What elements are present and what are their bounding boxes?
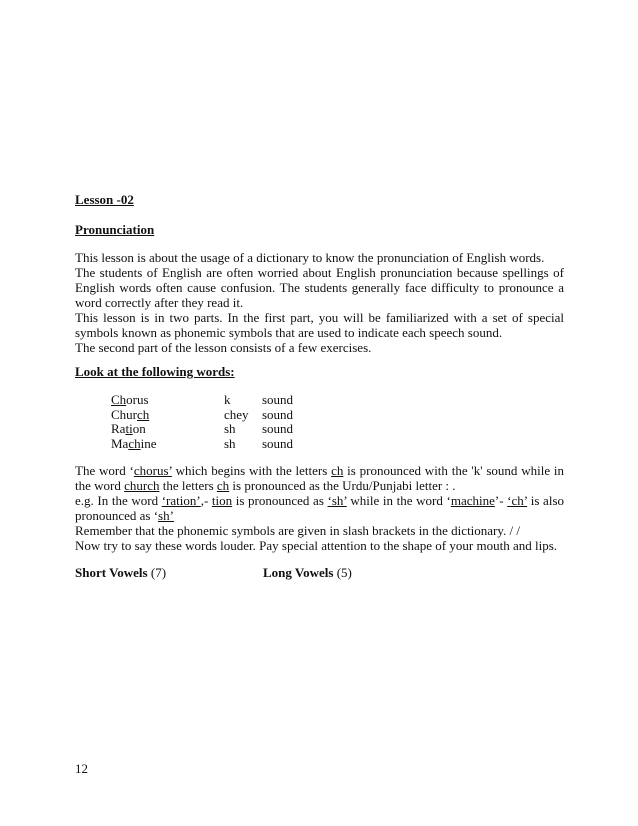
page-number: 12 — [75, 761, 88, 776]
explanation-line: Remember that the phonemic symbols are given in slash brackets in the dictionary. / / — [75, 523, 521, 538]
word-sound: sound — [262, 392, 294, 407]
short-vowels-heading: Short Vowels (7) — [75, 565, 167, 580]
intro-paragraph — [75, 250, 564, 355]
word-row — [111, 392, 371, 407]
word-symbol: sh — [224, 436, 236, 452]
word: Church — [111, 406, 150, 422]
vowels-row — [75, 565, 564, 580]
word-row — [111, 407, 371, 422]
explanation-line: The word ‘chorus’ which begins with the letters ch is pronounced with the 'k' sound while in the word church the letters ch is pronounced as the Urdu/Punjabi letter : . — [75, 463, 564, 493]
word: Chorus — [111, 392, 149, 407]
section-title: Pronunciation — [75, 222, 155, 237]
word-row — [111, 421, 371, 436]
word-table — [111, 392, 371, 451]
word: Machine — [111, 436, 157, 452]
explanation-line: Now try to say these words louder. Pay special attention to the shape of your mouth and lips. — [75, 538, 557, 553]
word-sound: sound — [262, 436, 294, 452]
long-vowels-heading: Long Vowels (5) — [263, 565, 352, 580]
word-symbol: chey — [224, 406, 249, 422]
word-symbol: sh — [224, 421, 236, 437]
intro-line: The students of English are often worried about English pronunciation because spellings of English words often cause confusion. The students generally face difficulty to pronounce a word correctly after they read it. — [75, 265, 564, 310]
word: Ration — [111, 421, 146, 437]
intro-line: The second part of the lesson consists of a few exercises. — [75, 340, 372, 355]
word-sound: sound — [262, 406, 294, 422]
intro-line: This lesson is about the usage of a dictionary to know the pronunciation of English words. — [75, 250, 545, 265]
intro-line: This lesson is in two parts. In the first part, you will be familiarized with a set of special symbols known as phonemic symbols that are used to indicate each speech sound. — [75, 310, 564, 340]
word-symbol: k — [224, 392, 231, 407]
word-row — [111, 436, 371, 451]
look-heading: Look at the following words: — [75, 364, 235, 379]
explanation-line: e.g. In the word ‘ration’,- tion is pronounced as ‘sh’ while in the word ‘machine’- ‘ch’ is also pronounced as ‘sh’ — [75, 493, 565, 523]
explanation-paragraph — [75, 463, 564, 553]
word-sound: sound — [262, 421, 294, 437]
lesson-title: Lesson -02 — [75, 192, 134, 207]
